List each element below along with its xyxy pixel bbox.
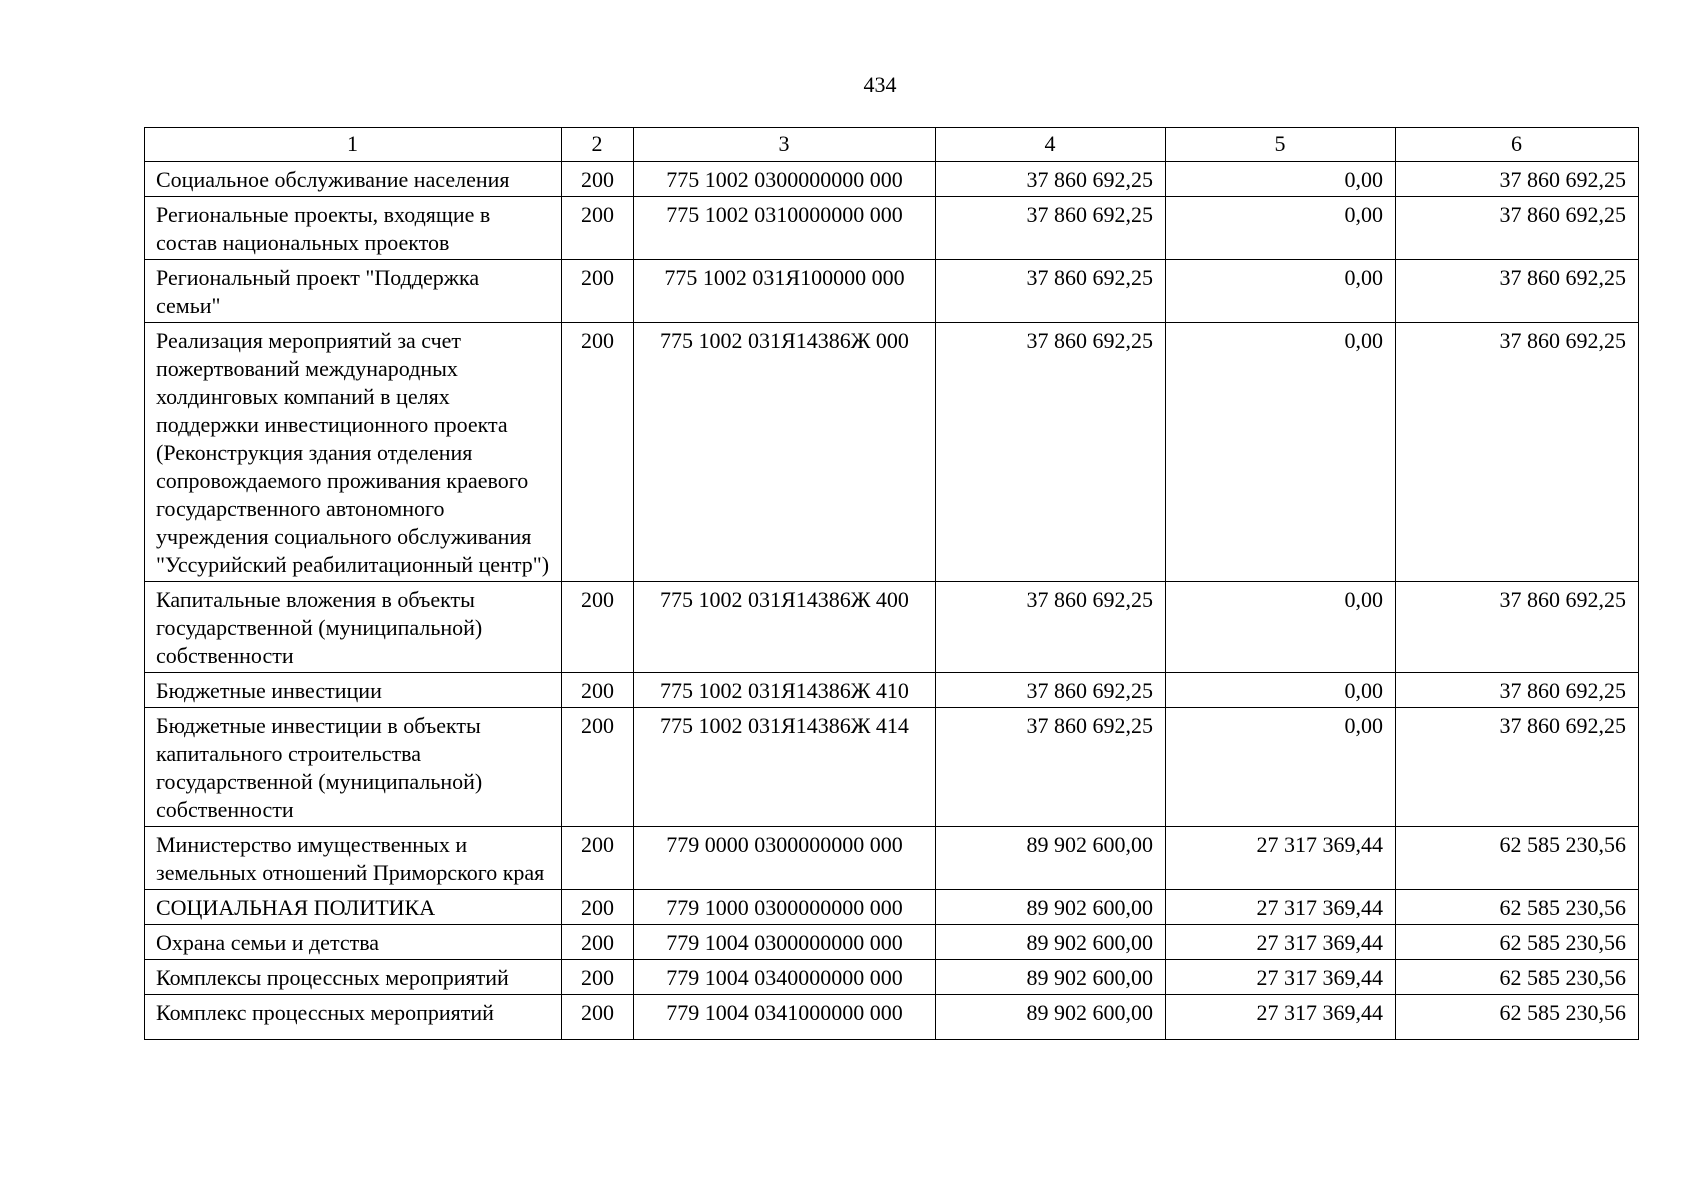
row-name: Комплексы процессных мероприятий (145, 960, 562, 995)
row-value-5: 0,00 (1166, 162, 1396, 197)
table-header-row (145, 128, 1639, 162)
row-code: 200 (562, 827, 634, 890)
column-header-4: 4 (936, 128, 1166, 162)
table-row (145, 197, 1639, 260)
row-value-5: 0,00 (1166, 260, 1396, 323)
row-value-4: 37 860 692,25 (936, 323, 1166, 582)
row-kbk: 779 1004 0341000000 000 (634, 995, 936, 1040)
table-row (145, 162, 1639, 197)
row-value-4: 89 902 600,00 (936, 890, 1166, 925)
column-header-1: 1 (145, 128, 562, 162)
row-code: 200 (562, 995, 634, 1040)
row-value-5: 0,00 (1166, 197, 1396, 260)
row-name: Капитальные вложения в объекты государственной (муниципальной) собственности (145, 582, 562, 673)
row-value-4: 89 902 600,00 (936, 925, 1166, 960)
table-row (145, 995, 1639, 1040)
page-number: 434 (863, 72, 897, 97)
row-kbk: 779 1004 0300000000 000 (634, 925, 936, 960)
row-value-4: 37 860 692,25 (936, 197, 1166, 260)
row-code: 200 (562, 673, 634, 708)
row-kbk: 775 1002 031Я14386Ж 410 (634, 673, 936, 708)
row-code: 200 (562, 890, 634, 925)
row-value-6: 37 860 692,25 (1396, 260, 1639, 323)
row-name: СОЦИАЛЬНАЯ ПОЛИТИКА (145, 890, 562, 925)
row-value-5: 27 317 369,44 (1166, 890, 1396, 925)
table-row (145, 890, 1639, 925)
row-name: Реализация мероприятий за счет пожертвований международных холдинговых компаний в целях поддержки инвестиционного проекта (Реконструкция здания отделения сопровождаемого проживания краевого государственного автономного учреждения социального обслуживания "Уссурийский реабилитационный центр") (145, 323, 562, 582)
row-name: Комплекс процессных мероприятий (145, 995, 562, 1040)
row-value-6: 37 860 692,25 (1396, 162, 1639, 197)
row-value-6: 37 860 692,25 (1396, 673, 1639, 708)
row-kbk: 775 1002 031Я100000 000 (634, 260, 936, 323)
table-row (145, 582, 1639, 673)
table-row (145, 960, 1639, 995)
row-kbk: 779 1000 0300000000 000 (634, 890, 936, 925)
row-value-5: 27 317 369,44 (1166, 960, 1396, 995)
row-name: Бюджетные инвестиции в объекты капитального строительства государственной (муниципальной) собственности (145, 708, 562, 827)
row-value-4: 89 902 600,00 (936, 960, 1166, 995)
row-kbk: 775 1002 0310000000 000 (634, 197, 936, 260)
row-kbk: 779 1004 0340000000 000 (634, 960, 936, 995)
row-code: 200 (562, 925, 634, 960)
table-row (145, 260, 1639, 323)
table-row (145, 708, 1639, 827)
row-value-4: 37 860 692,25 (936, 708, 1166, 827)
row-name: Бюджетные инвестиции (145, 673, 562, 708)
row-value-6: 62 585 230,56 (1396, 995, 1639, 1040)
row-value-5: 27 317 369,44 (1166, 925, 1396, 960)
row-code: 200 (562, 960, 634, 995)
table-row (145, 323, 1639, 582)
row-value-4: 89 902 600,00 (936, 995, 1166, 1040)
column-header-5: 5 (1166, 128, 1396, 162)
row-kbk: 775 1002 031Я14386Ж 414 (634, 708, 936, 827)
row-kbk: 775 1002 031Я14386Ж 000 (634, 323, 936, 582)
row-code: 200 (562, 162, 634, 197)
row-value-6: 37 860 692,25 (1396, 708, 1639, 827)
row-value-4: 89 902 600,00 (936, 827, 1166, 890)
row-code: 200 (562, 582, 634, 673)
table-row (145, 925, 1639, 960)
row-value-5: 0,00 (1166, 708, 1396, 827)
row-code: 200 (562, 708, 634, 827)
row-name: Социальное обслуживание населения (145, 162, 562, 197)
row-value-6: 37 860 692,25 (1396, 323, 1639, 582)
table-row (145, 827, 1639, 890)
row-value-6: 62 585 230,56 (1396, 925, 1639, 960)
table-row (145, 673, 1639, 708)
row-name: Министерство имущественных и земельных отношений Приморского края (145, 827, 562, 890)
budget-table-container (144, 127, 1639, 1040)
row-name: Региональные проекты, входящие в состав национальных проектов (145, 197, 562, 260)
row-code: 200 (562, 197, 634, 260)
row-value-5: 27 317 369,44 (1166, 995, 1396, 1040)
row-value-6: 62 585 230,56 (1396, 890, 1639, 925)
row-value-6: 37 860 692,25 (1396, 197, 1639, 260)
row-code: 200 (562, 323, 634, 582)
row-value-4: 37 860 692,25 (936, 260, 1166, 323)
row-name: Региональный проект "Поддержка семьи" (145, 260, 562, 323)
row-value-6: 37 860 692,25 (1396, 582, 1639, 673)
row-value-5: 0,00 (1166, 323, 1396, 582)
row-name: Охрана семьи и детства (145, 925, 562, 960)
row-code: 200 (562, 260, 634, 323)
row-kbk: 775 1002 0300000000 000 (634, 162, 936, 197)
column-header-2: 2 (562, 128, 634, 162)
row-kbk: 775 1002 031Я14386Ж 400 (634, 582, 936, 673)
column-header-3: 3 (634, 128, 936, 162)
row-value-4: 37 860 692,25 (936, 673, 1166, 708)
budget-table (144, 127, 1639, 1040)
row-value-5: 0,00 (1166, 673, 1396, 708)
column-header-6: 6 (1396, 128, 1639, 162)
row-value-5: 0,00 (1166, 582, 1396, 673)
row-value-6: 62 585 230,56 (1396, 827, 1639, 890)
row-value-4: 37 860 692,25 (936, 162, 1166, 197)
row-value-6: 62 585 230,56 (1396, 960, 1639, 995)
row-value-4: 37 860 692,25 (936, 582, 1166, 673)
row-value-5: 27 317 369,44 (1166, 827, 1396, 890)
row-kbk: 779 0000 0300000000 000 (634, 827, 936, 890)
